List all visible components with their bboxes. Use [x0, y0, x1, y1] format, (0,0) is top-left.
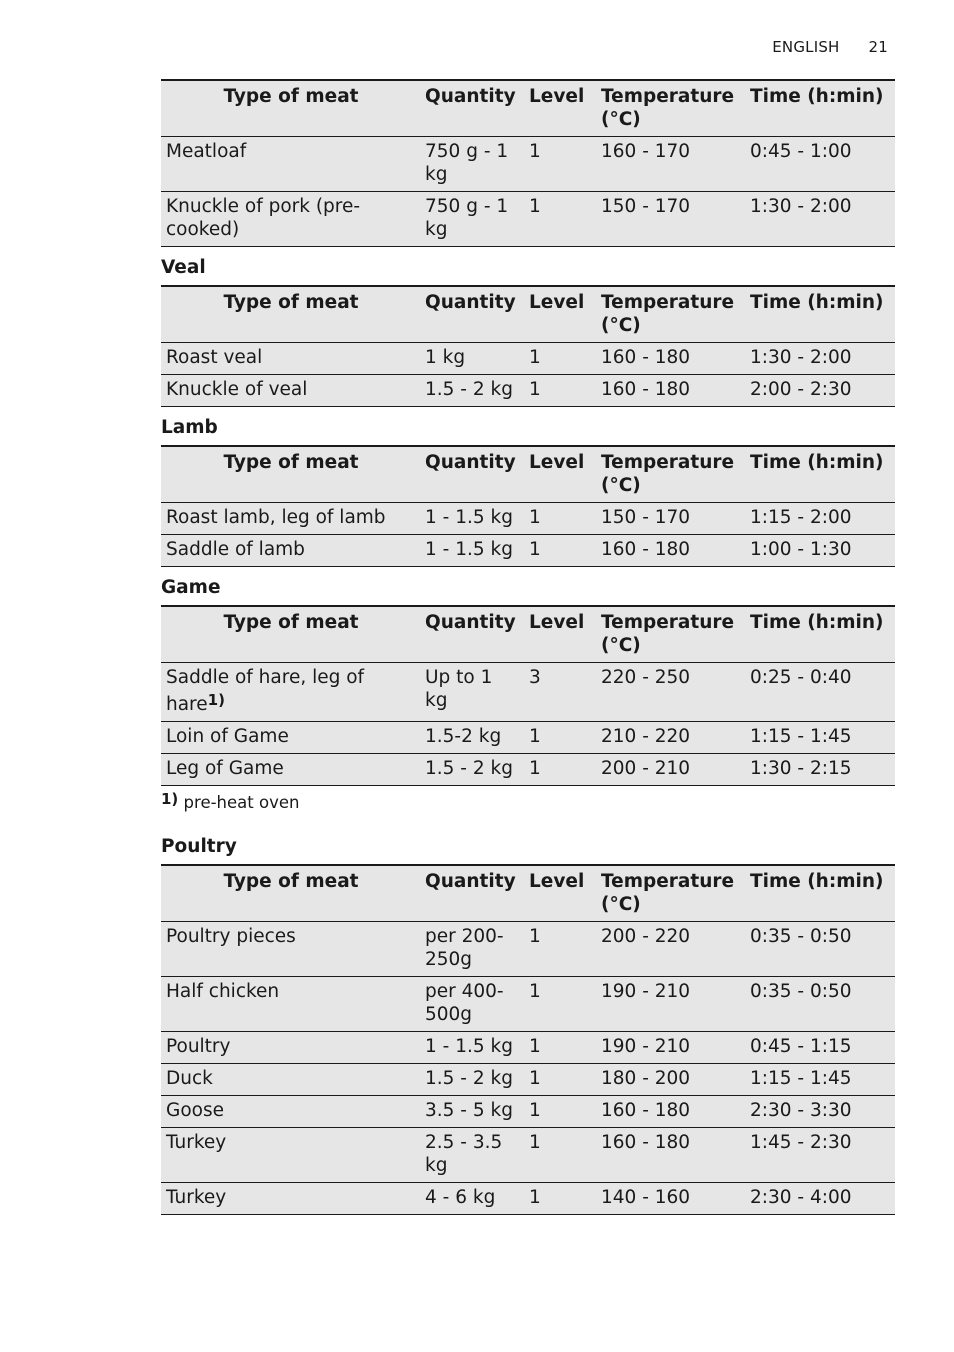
cell-time: 1:45 - 2:30	[745, 1128, 895, 1183]
column-header-quantity: Quantity	[420, 286, 524, 343]
cell-type: Poultry pieces	[161, 922, 420, 977]
cell-temperature: 180 - 200	[596, 1064, 745, 1096]
cell-quantity: 1.5 - 2 kg	[420, 1064, 524, 1096]
table-row	[161, 535, 895, 567]
cell-time: 0:35 - 0:50	[745, 922, 895, 977]
table-header-row	[161, 286, 895, 343]
cell-time: 1:30 - 2:00	[745, 192, 895, 247]
cell-quantity: 1.5 - 2 kg	[420, 375, 524, 407]
table-row	[161, 343, 895, 375]
column-header-type: Type of meat	[161, 286, 420, 343]
cell-quantity: 1 - 1.5 kg	[420, 503, 524, 535]
cell-quantity: 1.5 - 2 kg	[420, 754, 524, 786]
cell-level: 1	[524, 977, 596, 1032]
table-row	[161, 1096, 895, 1128]
cell-level: 1	[524, 922, 596, 977]
cell-quantity: 1 - 1.5 kg	[420, 1032, 524, 1064]
cell-level: 1	[524, 722, 596, 754]
cell-type: Turkey	[161, 1183, 420, 1215]
column-header-quantity: Quantity	[420, 606, 524, 663]
cell-time: 2:00 - 2:30	[745, 375, 895, 407]
column-header-quantity: Quantity	[420, 446, 524, 503]
section-title-veal: Veal	[161, 257, 206, 278]
column-header-temperature: Temperature (°C)	[596, 286, 745, 343]
cell-type	[161, 663, 420, 722]
cell-type: Duck	[161, 1064, 420, 1096]
cell-time: 1:30 - 2:15	[745, 754, 895, 786]
cell-time: 0:45 - 1:15	[745, 1032, 895, 1064]
cell-temperature: 220 - 250	[596, 663, 745, 722]
column-header-temperature: Temperature (°C)	[596, 80, 745, 137]
column-header-type: Type of meat	[161, 606, 420, 663]
poultry-table	[161, 864, 895, 1215]
cell-temperature: 140 - 160	[596, 1183, 745, 1215]
column-header-temperature: Temperature (°C)	[596, 606, 745, 663]
cell-temperature: 150 - 170	[596, 192, 745, 247]
cell-level: 1	[524, 1064, 596, 1096]
column-header-type: Type of meat	[161, 865, 420, 922]
column-header-time: Time (h:min)	[745, 606, 895, 663]
column-header-type: Type of meat	[161, 446, 420, 503]
column-header-level: Level	[524, 446, 596, 503]
cell-level: 3	[524, 663, 596, 722]
table-row	[161, 1064, 895, 1096]
cell-type: Leg of Game	[161, 754, 420, 786]
cell-type: Knuckle of pork (pre-cooked)	[161, 192, 420, 247]
content	[161, 79, 895, 1215]
cell-quantity: 1 - 1.5 kg	[420, 535, 524, 567]
table-header-row	[161, 865, 895, 922]
column-header-quantity: Quantity	[420, 80, 524, 137]
table-row	[161, 922, 895, 977]
cell-level: 1	[524, 535, 596, 567]
cell-temperature: 190 - 210	[596, 977, 745, 1032]
section-title-game: Game	[161, 577, 221, 598]
table-row	[161, 722, 895, 754]
column-header-level: Level	[524, 865, 596, 922]
cell-time: 1:15 - 2:00	[745, 503, 895, 535]
cell-quantity: 750 g - 1 kg	[420, 192, 524, 247]
cell-quantity: 1 kg	[420, 343, 524, 375]
cell-temperature: 210 - 220	[596, 722, 745, 754]
cell-level: 1	[524, 343, 596, 375]
column-header-level: Level	[524, 286, 596, 343]
table-row	[161, 137, 895, 192]
cell-quantity: 1.5-2 kg	[420, 722, 524, 754]
cell-quantity: Up to 1 kg	[420, 663, 524, 722]
column-header-temperature: Temperature (°C)	[596, 446, 745, 503]
cell-type: Roast lamb, leg of lamb	[161, 503, 420, 535]
cell-time: 2:30 - 3:30	[745, 1096, 895, 1128]
cell-level: 1	[524, 192, 596, 247]
table-row	[161, 977, 895, 1032]
cell-temperature: 160 - 180	[596, 535, 745, 567]
cell-temperature: 160 - 180	[596, 375, 745, 407]
cell-type: Saddle of lamb	[161, 535, 420, 567]
footnote-mark: 1)	[161, 790, 179, 808]
table-row	[161, 663, 895, 722]
footnote	[161, 786, 895, 826]
cell-quantity: 2.5 - 3.5 kg	[420, 1128, 524, 1183]
cell-level: 1	[524, 503, 596, 535]
cell-level: 1	[524, 1183, 596, 1215]
page-header	[772, 38, 888, 56]
cell-level: 1	[524, 375, 596, 407]
cell-time: 1:15 - 1:45	[745, 722, 895, 754]
cell-temperature: 200 - 210	[596, 754, 745, 786]
cell-level: 1	[524, 754, 596, 786]
game-table	[161, 605, 895, 786]
cell-level: 1	[524, 1096, 596, 1128]
table-row	[161, 1032, 895, 1064]
cell-type: Roast veal	[161, 343, 420, 375]
cell-type: Turkey	[161, 1128, 420, 1183]
cell-type-text: Saddle of hare, leg of hare	[166, 667, 365, 715]
cell-type: Half chicken	[161, 977, 420, 1032]
cell-type: Loin of Game	[161, 722, 420, 754]
veal-table	[161, 285, 895, 407]
cell-quantity: per 400-500g	[420, 977, 524, 1032]
table-row	[161, 503, 895, 535]
cell-temperature: 160 - 180	[596, 343, 745, 375]
table-row	[161, 375, 895, 407]
page-number: 21	[868, 38, 888, 56]
cell-temperature: 160 - 180	[596, 1096, 745, 1128]
cell-time: 1:15 - 1:45	[745, 1064, 895, 1096]
footnote-text: pre-heat oven	[183, 793, 300, 812]
cell-time: 0:25 - 0:40	[745, 663, 895, 722]
language-label: ENGLISH	[772, 38, 840, 56]
cell-time: 2:30 - 4:00	[745, 1183, 895, 1215]
cell-quantity: 750 g - 1 kg	[420, 137, 524, 192]
table-row	[161, 1128, 895, 1183]
cell-time: 1:30 - 2:00	[745, 343, 895, 375]
cell-time: 0:45 - 1:00	[745, 137, 895, 192]
lamb-table	[161, 445, 895, 567]
cell-type: Goose	[161, 1096, 420, 1128]
cell-temperature: 150 - 170	[596, 503, 745, 535]
cell-level: 1	[524, 137, 596, 192]
table-header-row	[161, 606, 895, 663]
footnote-marker: 1)	[207, 691, 225, 709]
column-header-quantity: Quantity	[420, 865, 524, 922]
column-header-time: Time (h:min)	[745, 286, 895, 343]
section-title-poultry: Poultry	[161, 836, 237, 857]
pork-table	[161, 79, 895, 247]
table-row	[161, 1183, 895, 1215]
section-title-lamb: Lamb	[161, 417, 218, 438]
cell-temperature: 160 - 180	[596, 1128, 745, 1183]
cell-quantity: 3.5 - 5 kg	[420, 1096, 524, 1128]
cell-temperature: 190 - 210	[596, 1032, 745, 1064]
cell-temperature: 160 - 170	[596, 137, 745, 192]
table-header-row	[161, 446, 895, 503]
table-row	[161, 192, 895, 247]
column-header-type: Type of meat	[161, 80, 420, 137]
column-header-level: Level	[524, 80, 596, 137]
cell-time: 0:35 - 0:50	[745, 977, 895, 1032]
column-header-time: Time (h:min)	[745, 446, 895, 503]
cell-type: Meatloaf	[161, 137, 420, 192]
cell-quantity: 4 - 6 kg	[420, 1183, 524, 1215]
cell-level: 1	[524, 1128, 596, 1183]
cell-temperature: 200 - 220	[596, 922, 745, 977]
cell-type: Knuckle of veal	[161, 375, 420, 407]
column-header-time: Time (h:min)	[745, 80, 895, 137]
cell-time: 1:00 - 1:30	[745, 535, 895, 567]
cell-type: Poultry	[161, 1032, 420, 1064]
cell-level: 1	[524, 1032, 596, 1064]
table-header-row	[161, 80, 895, 137]
column-header-temperature: Temperature (°C)	[596, 865, 745, 922]
column-header-level: Level	[524, 606, 596, 663]
table-row	[161, 754, 895, 786]
cell-quantity: per 200-250g	[420, 922, 524, 977]
column-header-time: Time (h:min)	[745, 865, 895, 922]
